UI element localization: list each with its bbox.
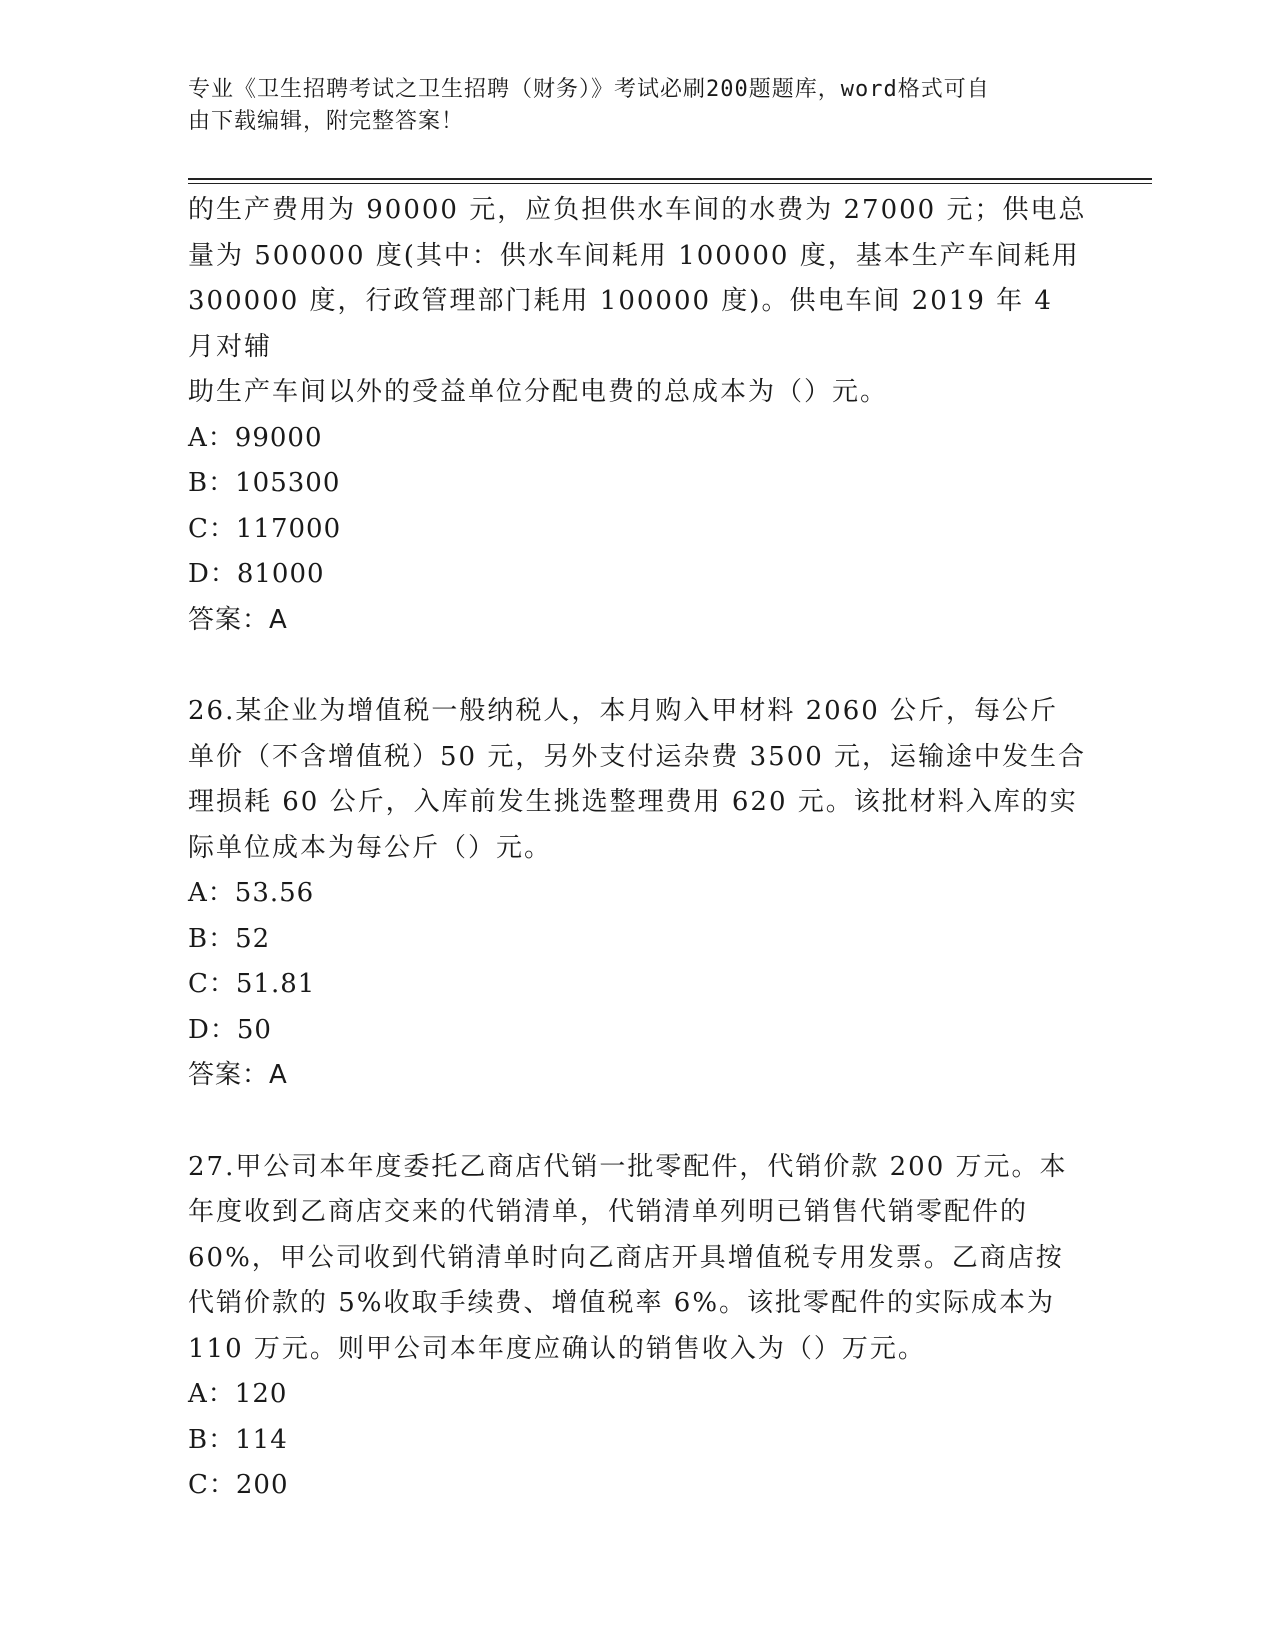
question-26	[188, 689, 1088, 1099]
question-27-line-5: 110 万元。则甲公司本年度应确认的销售收入为（）万元。	[188, 1333, 926, 1364]
question-27-line-3: 60%，甲公司收到代销清单时向乙商店开具增值税专用发票。乙商店按	[188, 1242, 1064, 1273]
question-25-option-b: B：105300	[188, 468, 341, 498]
question-25-answer: 答案：A	[188, 604, 288, 635]
question-27	[188, 1145, 1088, 1509]
question-26-line-4: 际单位成本为每公斤（）元。	[188, 832, 553, 863]
document-body	[188, 188, 1088, 1509]
question-26-option-d: D：50	[188, 1014, 272, 1045]
header-divider-thin	[188, 183, 1152, 184]
question-27-option-c: C：200	[188, 1470, 289, 1500]
question-25-option-d: D：81000	[188, 559, 325, 589]
header-divider-thick	[188, 178, 1152, 180]
question-26-option-c: C：51.81	[188, 969, 316, 999]
question-25-option-a: A：99000	[188, 422, 323, 453]
question-26-line-2: 单价（不含增值税）50 元，另外支付运杂费 3500 元，运输途中发生合	[188, 741, 1087, 772]
question-25-line-2: 量为 500000 度(其中：供水车间耗用 100000 度，基本生产车间耗用	[188, 240, 1080, 271]
question-25-line-3: 300000 度，行政管理部门耗用 100000 度)。供电车间 2019 年 4 月对辅	[188, 286, 1053, 362]
question-25-option-c: C：117000	[188, 513, 342, 544]
document-header	[188, 74, 1068, 138]
question-26-option-b: B：52	[188, 923, 271, 954]
question-25-line-4: 助生产车间以外的受益单位分配电费的总成本为（）元。	[188, 377, 889, 407]
question-26-option-a: A：53.56	[188, 878, 315, 908]
question-27-option-b: B：114	[188, 1424, 288, 1455]
question-26-answer: 答案：A	[188, 1060, 288, 1090]
question-25	[188, 188, 1088, 643]
question-26-line-1: 26.某企业为增值税一般纳税人，本月购入甲材料 2060 公斤，每公斤	[188, 696, 1059, 726]
header-line-2: 由下载编辑，附完整答案！	[188, 109, 465, 134]
question-27-line-4: 代销价款的 5%收取手续费、增值税率 6%。该批零配件的实际成本为	[188, 1288, 1056, 1318]
question-27-line-2: 年度收到乙商店交来的代销清单，代销清单列明已销售代销零配件的	[188, 1197, 1029, 1227]
question-25-line-1: 的生产费用为 90000 元，应负担供水车间的水费为 27000 元；供电总	[188, 195, 1087, 225]
question-26-line-3: 理损耗 60 公斤，入库前发生挑选整理费用 620 元。该批材料入库的实	[188, 787, 1078, 817]
question-27-option-a: A：120	[188, 1379, 288, 1409]
header-line-1: 专业《卫生招聘考试之卫生招聘（财务）》考试必刷200题题库，word格式可自	[188, 77, 990, 102]
question-27-line-1: 27.甲公司本年度委托乙商店代销一批零配件，代销价款 200 万元。本	[188, 1151, 1068, 1182]
